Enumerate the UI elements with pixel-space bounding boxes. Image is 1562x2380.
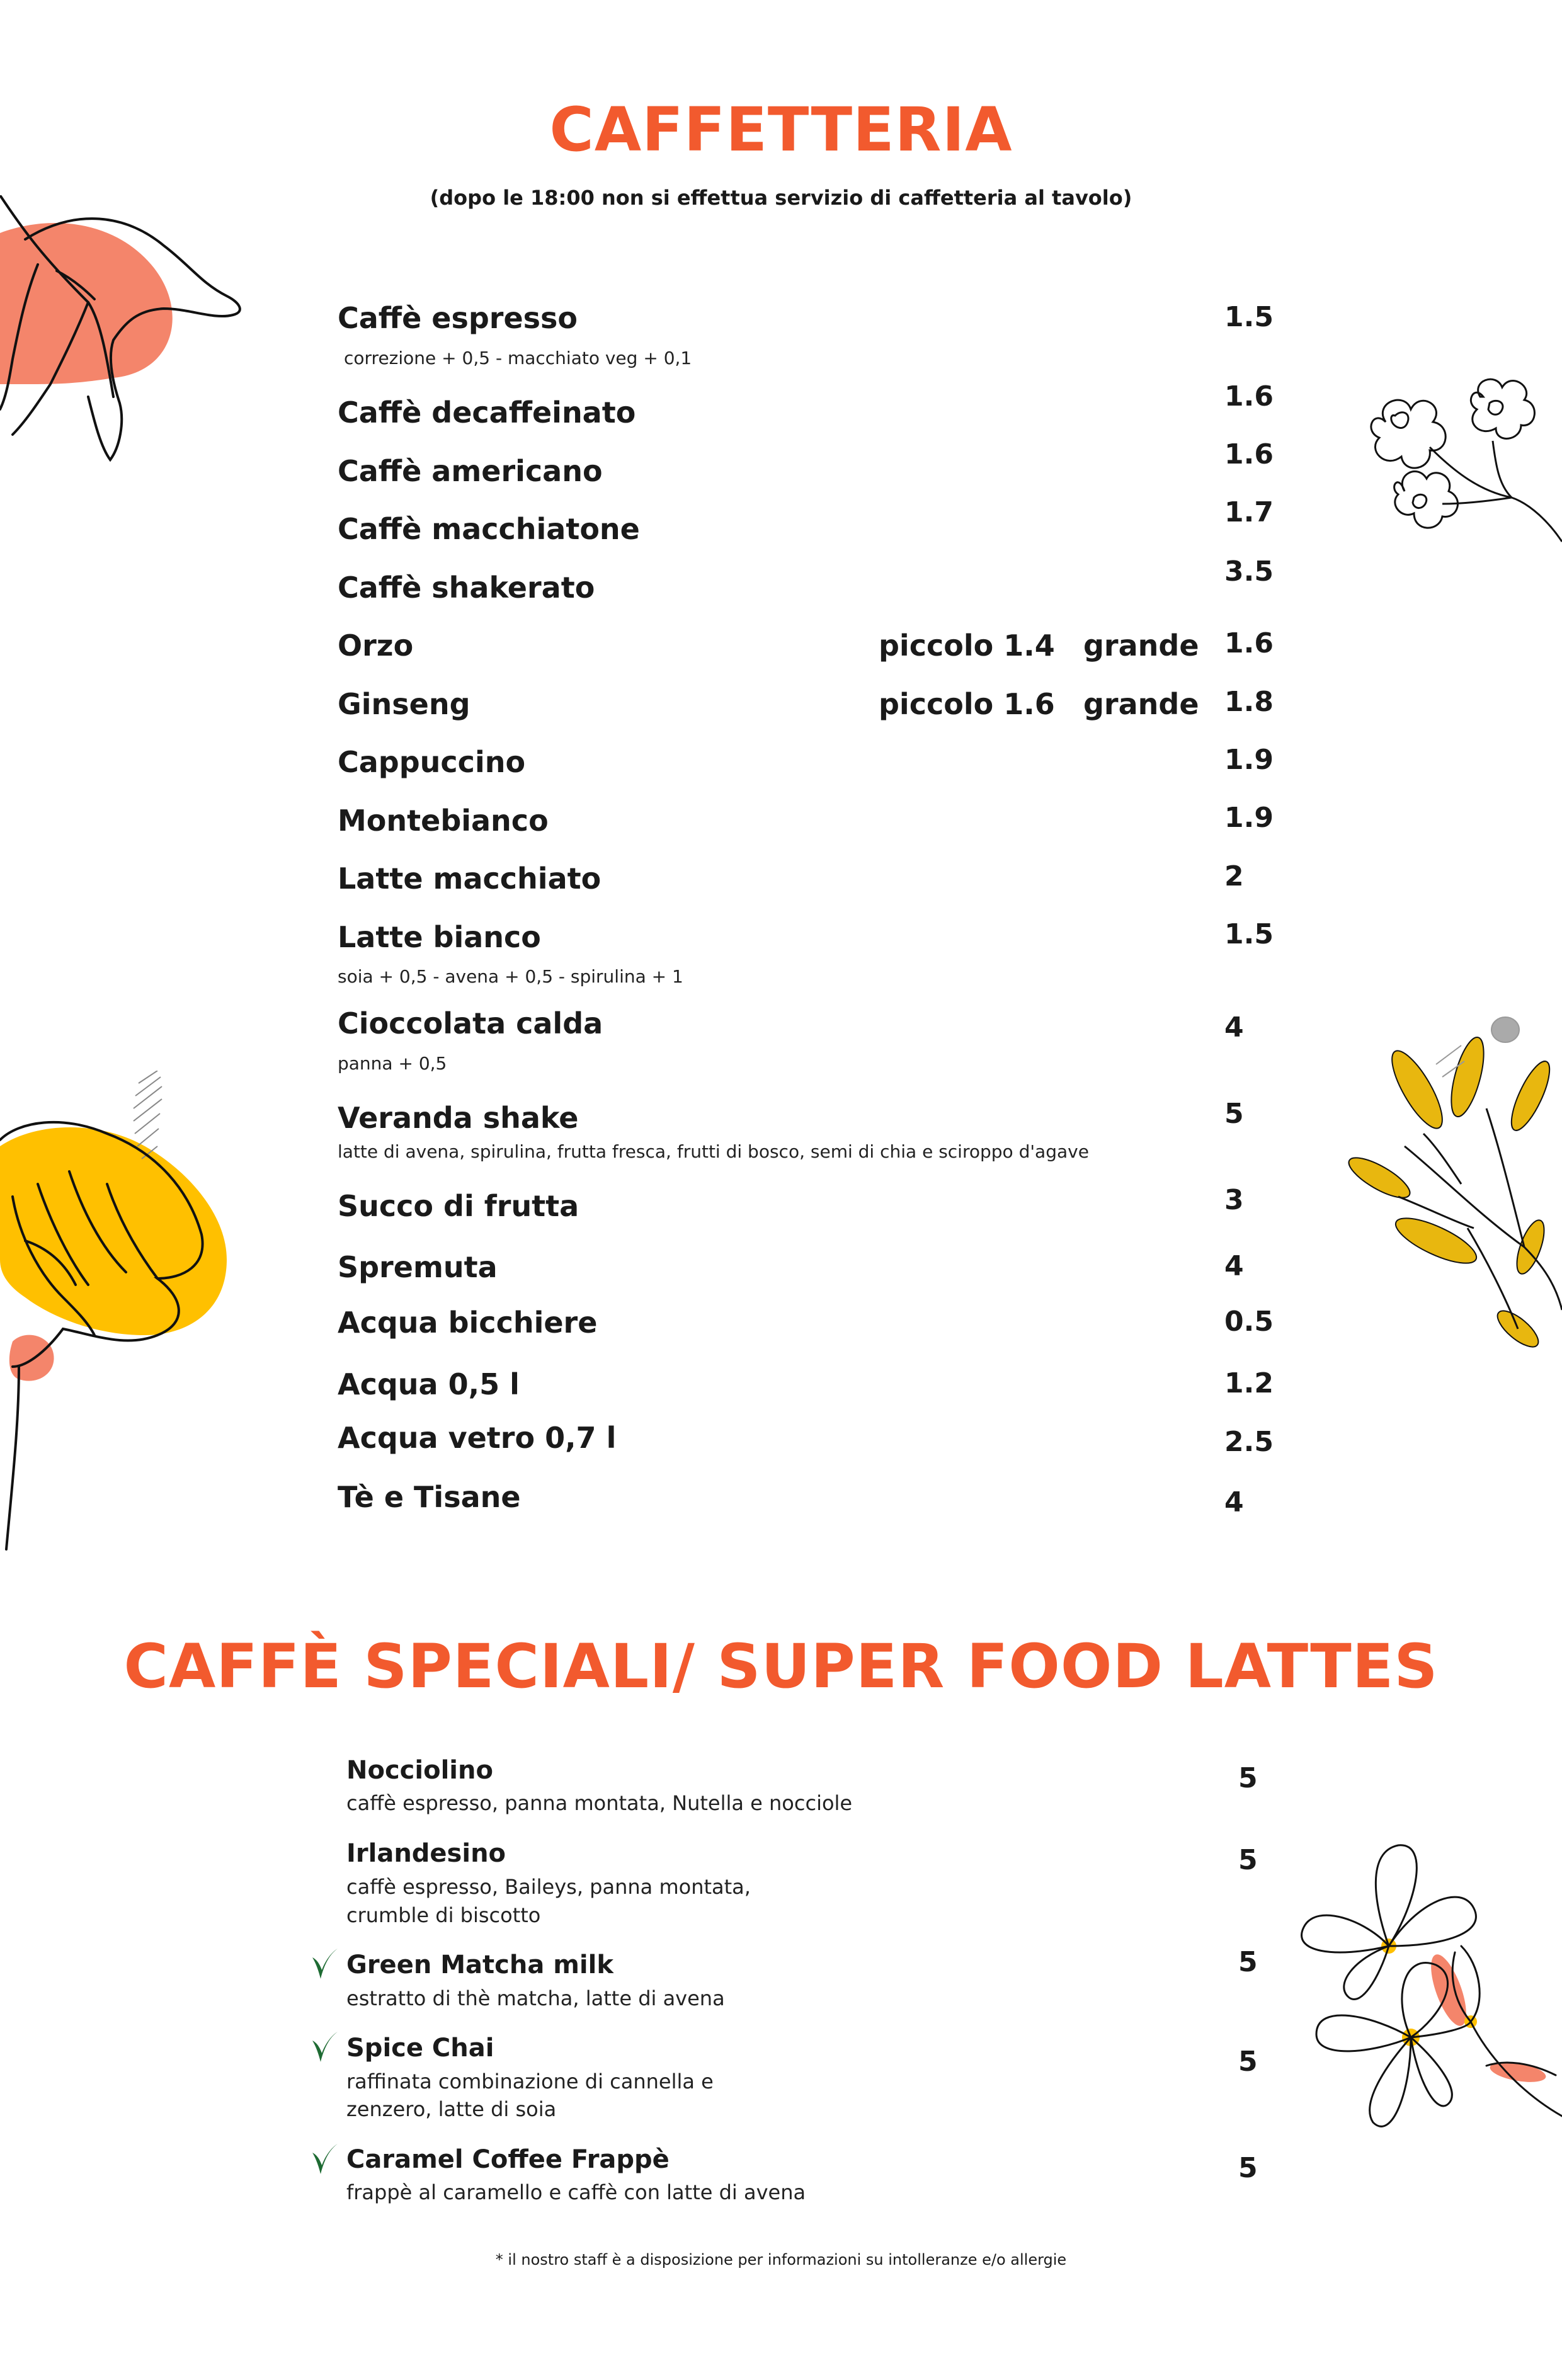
menu-item-name: Montebianco <box>338 804 549 838</box>
menu-item-name: Cappuccino <box>338 745 526 779</box>
menu-item-price: 5 <box>1238 2046 1258 2078</box>
wheat-branch-illustration <box>1342 1008 1562 1360</box>
menu-item-note: estratto di thè matcha, latte di avena <box>346 1986 725 2010</box>
menu-item-price: 1.6 <box>1224 438 1274 470</box>
menu-item-name: Latte macchiato <box>338 862 601 896</box>
white-flowers-illustration <box>1279 1826 1562 2179</box>
menu-item-note: caffè espresso, panna montata, Nutella e nocciole <box>346 1791 853 1815</box>
vegan-icon <box>309 1946 339 1980</box>
menu-item-price: 4 <box>1224 1250 1244 1282</box>
menu-item-price: 5 <box>1238 1844 1258 1876</box>
cotton-flowers-illustration <box>1348 378 1562 592</box>
menu-item-price: 2.5 <box>1224 1426 1274 1458</box>
menu-item-price: 1.6 <box>1224 627 1274 659</box>
yellow-flower-illustration <box>0 1071 239 1562</box>
menu-item-size-small: piccolo 1.4 <box>879 629 1055 663</box>
menu-item-note: correzione + 0,5 - macchiato veg + 0,1 <box>344 348 692 368</box>
menu-item-note: panna + 0,5 <box>338 1053 447 1074</box>
menu-item-name: Orzo <box>338 629 414 663</box>
menu-item-price: 1.9 <box>1224 802 1274 834</box>
service-note: (dopo le 18:00 non si effettua servizio di caffetteria al tavolo) <box>430 186 1132 210</box>
menu-item-price: 1.8 <box>1224 686 1274 718</box>
menu-item-size-large: grande <box>1083 687 1199 721</box>
menu-item-name: Caffè espresso <box>338 301 578 335</box>
allergy-footnote: * il nostro staff è a disposizione per informazioni su intolleranze e/o allergie <box>495 2251 1067 2269</box>
menu-item-price: 1.9 <box>1224 744 1274 776</box>
menu-item-price: 1.5 <box>1224 301 1274 333</box>
menu-item-price: 1.2 <box>1224 1367 1274 1399</box>
menu-item-name: Green Matcha milk <box>346 1950 613 1979</box>
menu-item-name: Spremuta <box>338 1250 498 1284</box>
menu-item-name: Irlandesino <box>346 1839 506 1868</box>
menu-item-size-small: piccolo 1.6 <box>879 687 1055 721</box>
red-leaf-illustration <box>0 195 252 472</box>
section-title-caffe-speciali: CAFFÈ SPECIALI/ SUPER FOOD LATTES <box>123 1631 1439 1702</box>
menu-item-name: Acqua vetro 0,7 l <box>338 1421 617 1455</box>
menu-item-price: 5 <box>1238 1946 1258 1978</box>
menu-item-name: Spice Chai <box>346 2034 494 2063</box>
menu-item-note: caffè espresso, Baileys, panna montata, <box>346 1875 751 1899</box>
vegan-icon <box>309 2141 339 2175</box>
menu-item-price: 0.5 <box>1224 1306 1274 1338</box>
menu-item-price: 1.7 <box>1224 496 1274 528</box>
menu-item-name: Caffè decaffeinato <box>338 396 636 430</box>
menu-item-name: Cioccolata calda <box>338 1006 603 1040</box>
menu-item-name: Caramel Coffee Frappè <box>346 2145 670 2174</box>
menu-item-price: 5 <box>1224 1098 1244 1130</box>
menu-item-name: Veranda shake <box>338 1101 579 1135</box>
menu-item-price: 3.5 <box>1224 555 1274 588</box>
menu-item-note: crumble di biscotto <box>346 1903 541 1927</box>
menu-item-name: Succo di frutta <box>338 1189 579 1223</box>
menu-item-price: 4 <box>1224 1486 1244 1518</box>
menu-item-name: Acqua bicchiere <box>338 1306 598 1340</box>
menu-item-price: 1.6 <box>1224 380 1274 413</box>
menu-item-name: Acqua 0,5 l <box>338 1367 520 1401</box>
menu-item-size-large: grande <box>1083 629 1199 663</box>
menu-item-note: frappè al caramello e caffè con latte di avena <box>346 2180 806 2204</box>
menu-item-name: Caffè americano <box>338 454 603 488</box>
menu-item-note: latte di avena, spirulina, frutta fresca, frutti di bosco, semi di chia e sciroppo d'agave <box>338 1141 1089 1162</box>
menu-item-name: Latte bianco <box>338 920 541 954</box>
menu-item-note: raffinata combinazione di cannella e <box>346 2070 714 2093</box>
menu-item-price: 5 <box>1238 1762 1258 1794</box>
menu-item-note: soia + 0,5 - avena + 0,5 - spirulina + 1 <box>338 966 683 987</box>
vegan-icon <box>309 2029 339 2063</box>
menu-item-name: Nocciolino <box>346 1756 493 1785</box>
section-title-caffetteria: CAFFETTERIA <box>549 94 1013 165</box>
menu-item-note: zenzero, latte di soia <box>346 2097 557 2121</box>
menu-item-name: Caffè macchiatone <box>338 512 640 546</box>
menu-item-price: 1.5 <box>1224 918 1274 950</box>
menu-item-price: 5 <box>1238 2152 1258 2184</box>
menu-item-name: Tè e Tisane <box>338 1480 521 1514</box>
menu-item-name: Ginseng <box>338 687 470 721</box>
menu-item-name: Caffè shakerato <box>338 571 595 605</box>
menu-item-price: 4 <box>1224 1011 1244 1044</box>
menu-item-price: 3 <box>1224 1184 1244 1216</box>
menu-item-price: 2 <box>1224 860 1244 892</box>
